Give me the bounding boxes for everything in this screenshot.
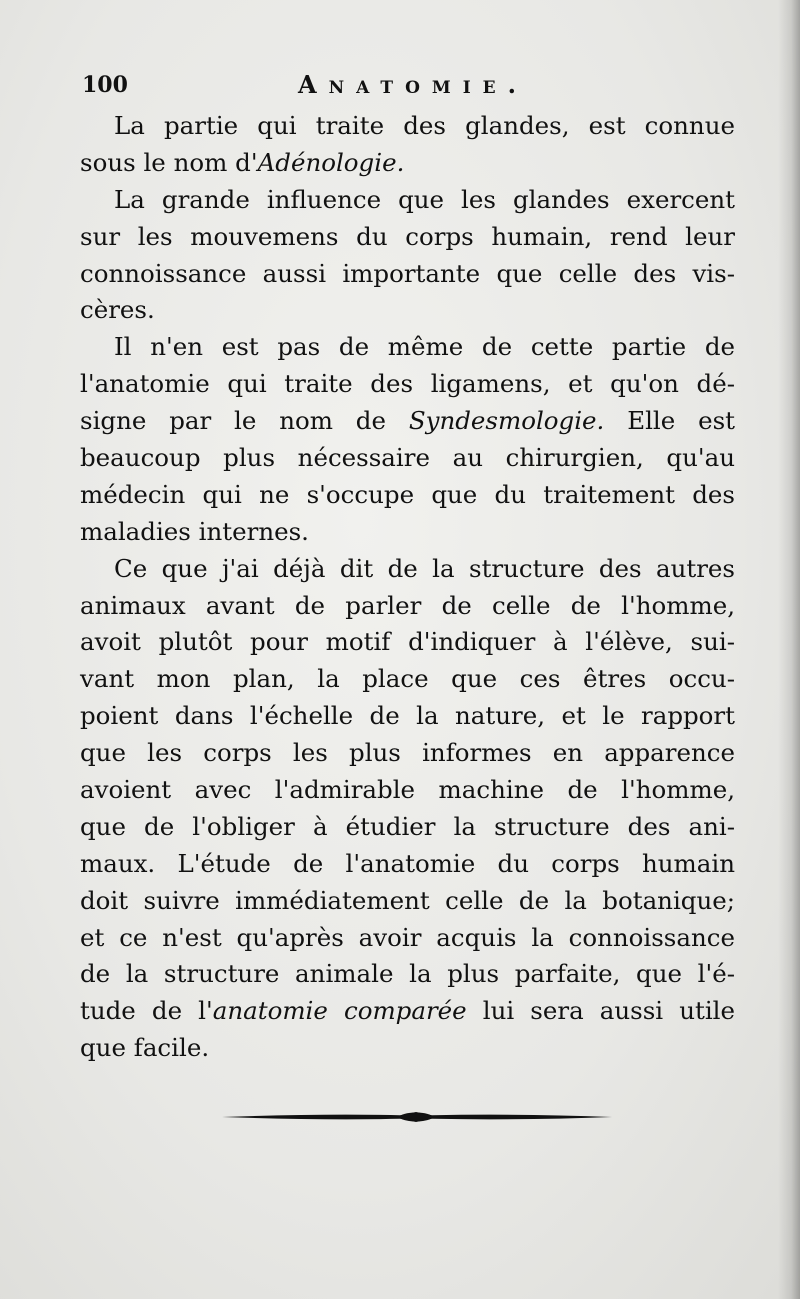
text-line — [80, 772, 735, 809]
text-line — [80, 477, 735, 514]
text-segment: avoit plutôt pour motif d'indiquer à l'élève, sui- — [80, 627, 735, 657]
text-segment: signe par le nom de — [80, 406, 409, 436]
text-segment: que de l'obliger à étudier la structure des ani- — [80, 811, 735, 841]
text-segment: de la structure animale la plus parfaite, que l'é- — [80, 959, 735, 989]
text-line — [80, 182, 735, 219]
text-line — [80, 219, 735, 256]
text-segment: animaux avant de parler de celle de l'homme, — [80, 590, 735, 620]
text-line — [80, 514, 735, 551]
text-line — [80, 698, 735, 735]
text-line — [80, 624, 735, 661]
paragraph — [80, 108, 735, 182]
text-line — [80, 883, 735, 920]
body-text — [80, 108, 735, 1067]
text-segment: tude de l' — [80, 996, 213, 1026]
text-segment: maladies internes. — [80, 516, 309, 546]
text-segment: médecin qui ne s'occupe que du traitement des — [80, 479, 735, 509]
text-line — [80, 292, 735, 329]
text-line — [80, 661, 735, 698]
text-segment: que facile. — [80, 1033, 210, 1063]
text-segment: beaucoup plus nécessaire au chirurgien, qu'au — [80, 443, 735, 473]
text-segment: et ce n'est qu'après avoir acquis la connoissance — [80, 922, 735, 952]
text-line — [80, 846, 735, 883]
paragraph — [80, 329, 735, 550]
page-gutter-shadow — [778, 0, 800, 1299]
text-line — [80, 809, 735, 846]
text-segment: sous le nom d' — [80, 147, 258, 177]
text-line — [80, 551, 735, 588]
text-segment: avoient avec l'admirable machine de l'homme, — [80, 775, 735, 805]
text-segment: cères. — [80, 295, 155, 325]
text-segment: connoissance aussi importante que celle des vis- — [80, 258, 735, 288]
text-segment: doit suivre immédiatement celle de la botanique; — [80, 885, 735, 915]
text-segment: La grande influence que les glandes exercent — [114, 184, 735, 214]
text-line — [80, 1030, 735, 1067]
text-segment: Ce que j'ai déjà dit de la structure des autres — [114, 553, 735, 583]
page-number: 100 — [82, 72, 128, 98]
text-segment: sur les mouvemens du corps humain, rend leur — [80, 221, 735, 251]
text-line — [80, 403, 735, 440]
text-segment: Elle est — [604, 406, 735, 436]
text-segment: vant mon plan, la place que ces êtres occu- — [80, 664, 735, 694]
text-line — [80, 108, 735, 145]
text-segment: que les corps les plus informes en apparence — [80, 738, 735, 768]
tail-piece-rule-ornament-icon — [220, 1107, 614, 1127]
text-line — [80, 256, 735, 293]
paragraph — [80, 551, 735, 1067]
text-line — [80, 735, 735, 772]
text-segment: Il n'en est pas de même de cette partie de — [114, 332, 735, 362]
text-line — [80, 366, 735, 403]
text-line — [80, 440, 735, 477]
text-line — [80, 993, 735, 1030]
text-segment: maux. L'étude de l'anatomie du corps humain — [80, 848, 735, 878]
text-segment: l'anatomie qui traite des ligamens, et qu'on dé- — [80, 369, 735, 399]
text-line — [80, 145, 735, 182]
text-line — [80, 329, 735, 366]
running-title: Anatomie. — [298, 70, 528, 99]
paragraph — [80, 182, 735, 330]
text-segment: La partie qui traite des glandes, est connue — [114, 111, 735, 140]
italic-term: Adénologie. — [257, 147, 405, 177]
text-segment: poient dans l'échelle de la nature, et le rapport — [80, 701, 735, 731]
italic-term: anatomie comparée — [212, 996, 467, 1026]
text-segment: lui sera aussi utile — [466, 996, 736, 1026]
text-line — [80, 956, 735, 993]
italic-term: Syndesmologie. — [408, 406, 605, 436]
page-header — [82, 70, 742, 104]
text-line — [80, 588, 735, 625]
text-line — [80, 920, 735, 957]
